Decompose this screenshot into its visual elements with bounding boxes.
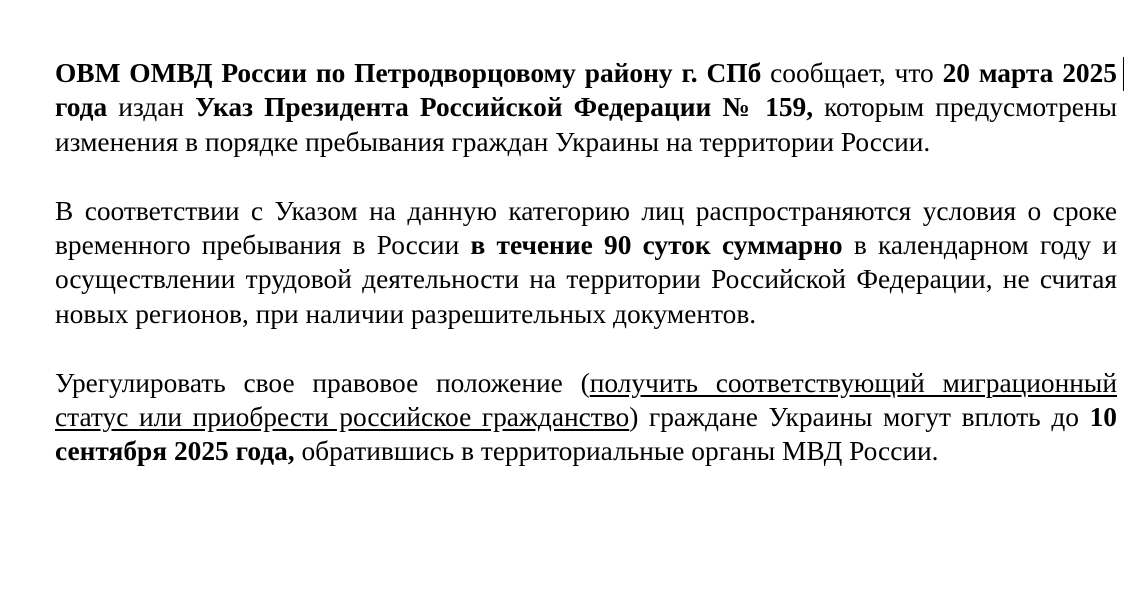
paragraph-announcement	[55, 56, 1117, 159]
paragraph-text: которым предусмотрены изменения в порядке пребывания граждан Украины на территории России.	[55, 92, 1117, 157]
paragraph-text: Урегулировать свое правовое положение (	[55, 367, 590, 398]
decree-title: Указ Президента Российской Федерации № 159,	[195, 92, 814, 123]
text-cursor	[1123, 57, 1124, 91]
decree-date: 20 марта 2025 года	[55, 58, 1117, 123]
underlined-status-options: получить соответствующий миграционный статус или приобрести российское гражданство	[55, 367, 1117, 433]
paragraph-deadline	[55, 366, 1117, 469]
paragraph-text: издан	[107, 92, 196, 123]
paragraph-text: обратившись в территориальные органы МВД России.	[294, 436, 939, 467]
deadline-date: 10 сентября 2025 года,	[55, 402, 1117, 467]
document-body	[55, 56, 1117, 469]
organization-name: ОВМ ОМВД России по Петродворцовому району г. СПб	[55, 58, 762, 88]
paragraph-text: В соответствии с Указом на данную категорию лиц распространяются условия о сроке временного пребывания в России	[55, 195, 1117, 261]
paragraph-text: ) граждане Украины могут вплоть до	[629, 402, 1090, 433]
paragraph-conditions	[55, 194, 1117, 332]
paragraph-text: в календарном году и осуществлении трудовой деятельности на территории Российской Федерации, не считая новых регионов, при наличии разрешительных документов.	[55, 230, 1117, 329]
stay-term: в течение 90 суток суммарно	[470, 230, 843, 261]
paragraph-text: сообщает, что	[761, 58, 943, 88]
